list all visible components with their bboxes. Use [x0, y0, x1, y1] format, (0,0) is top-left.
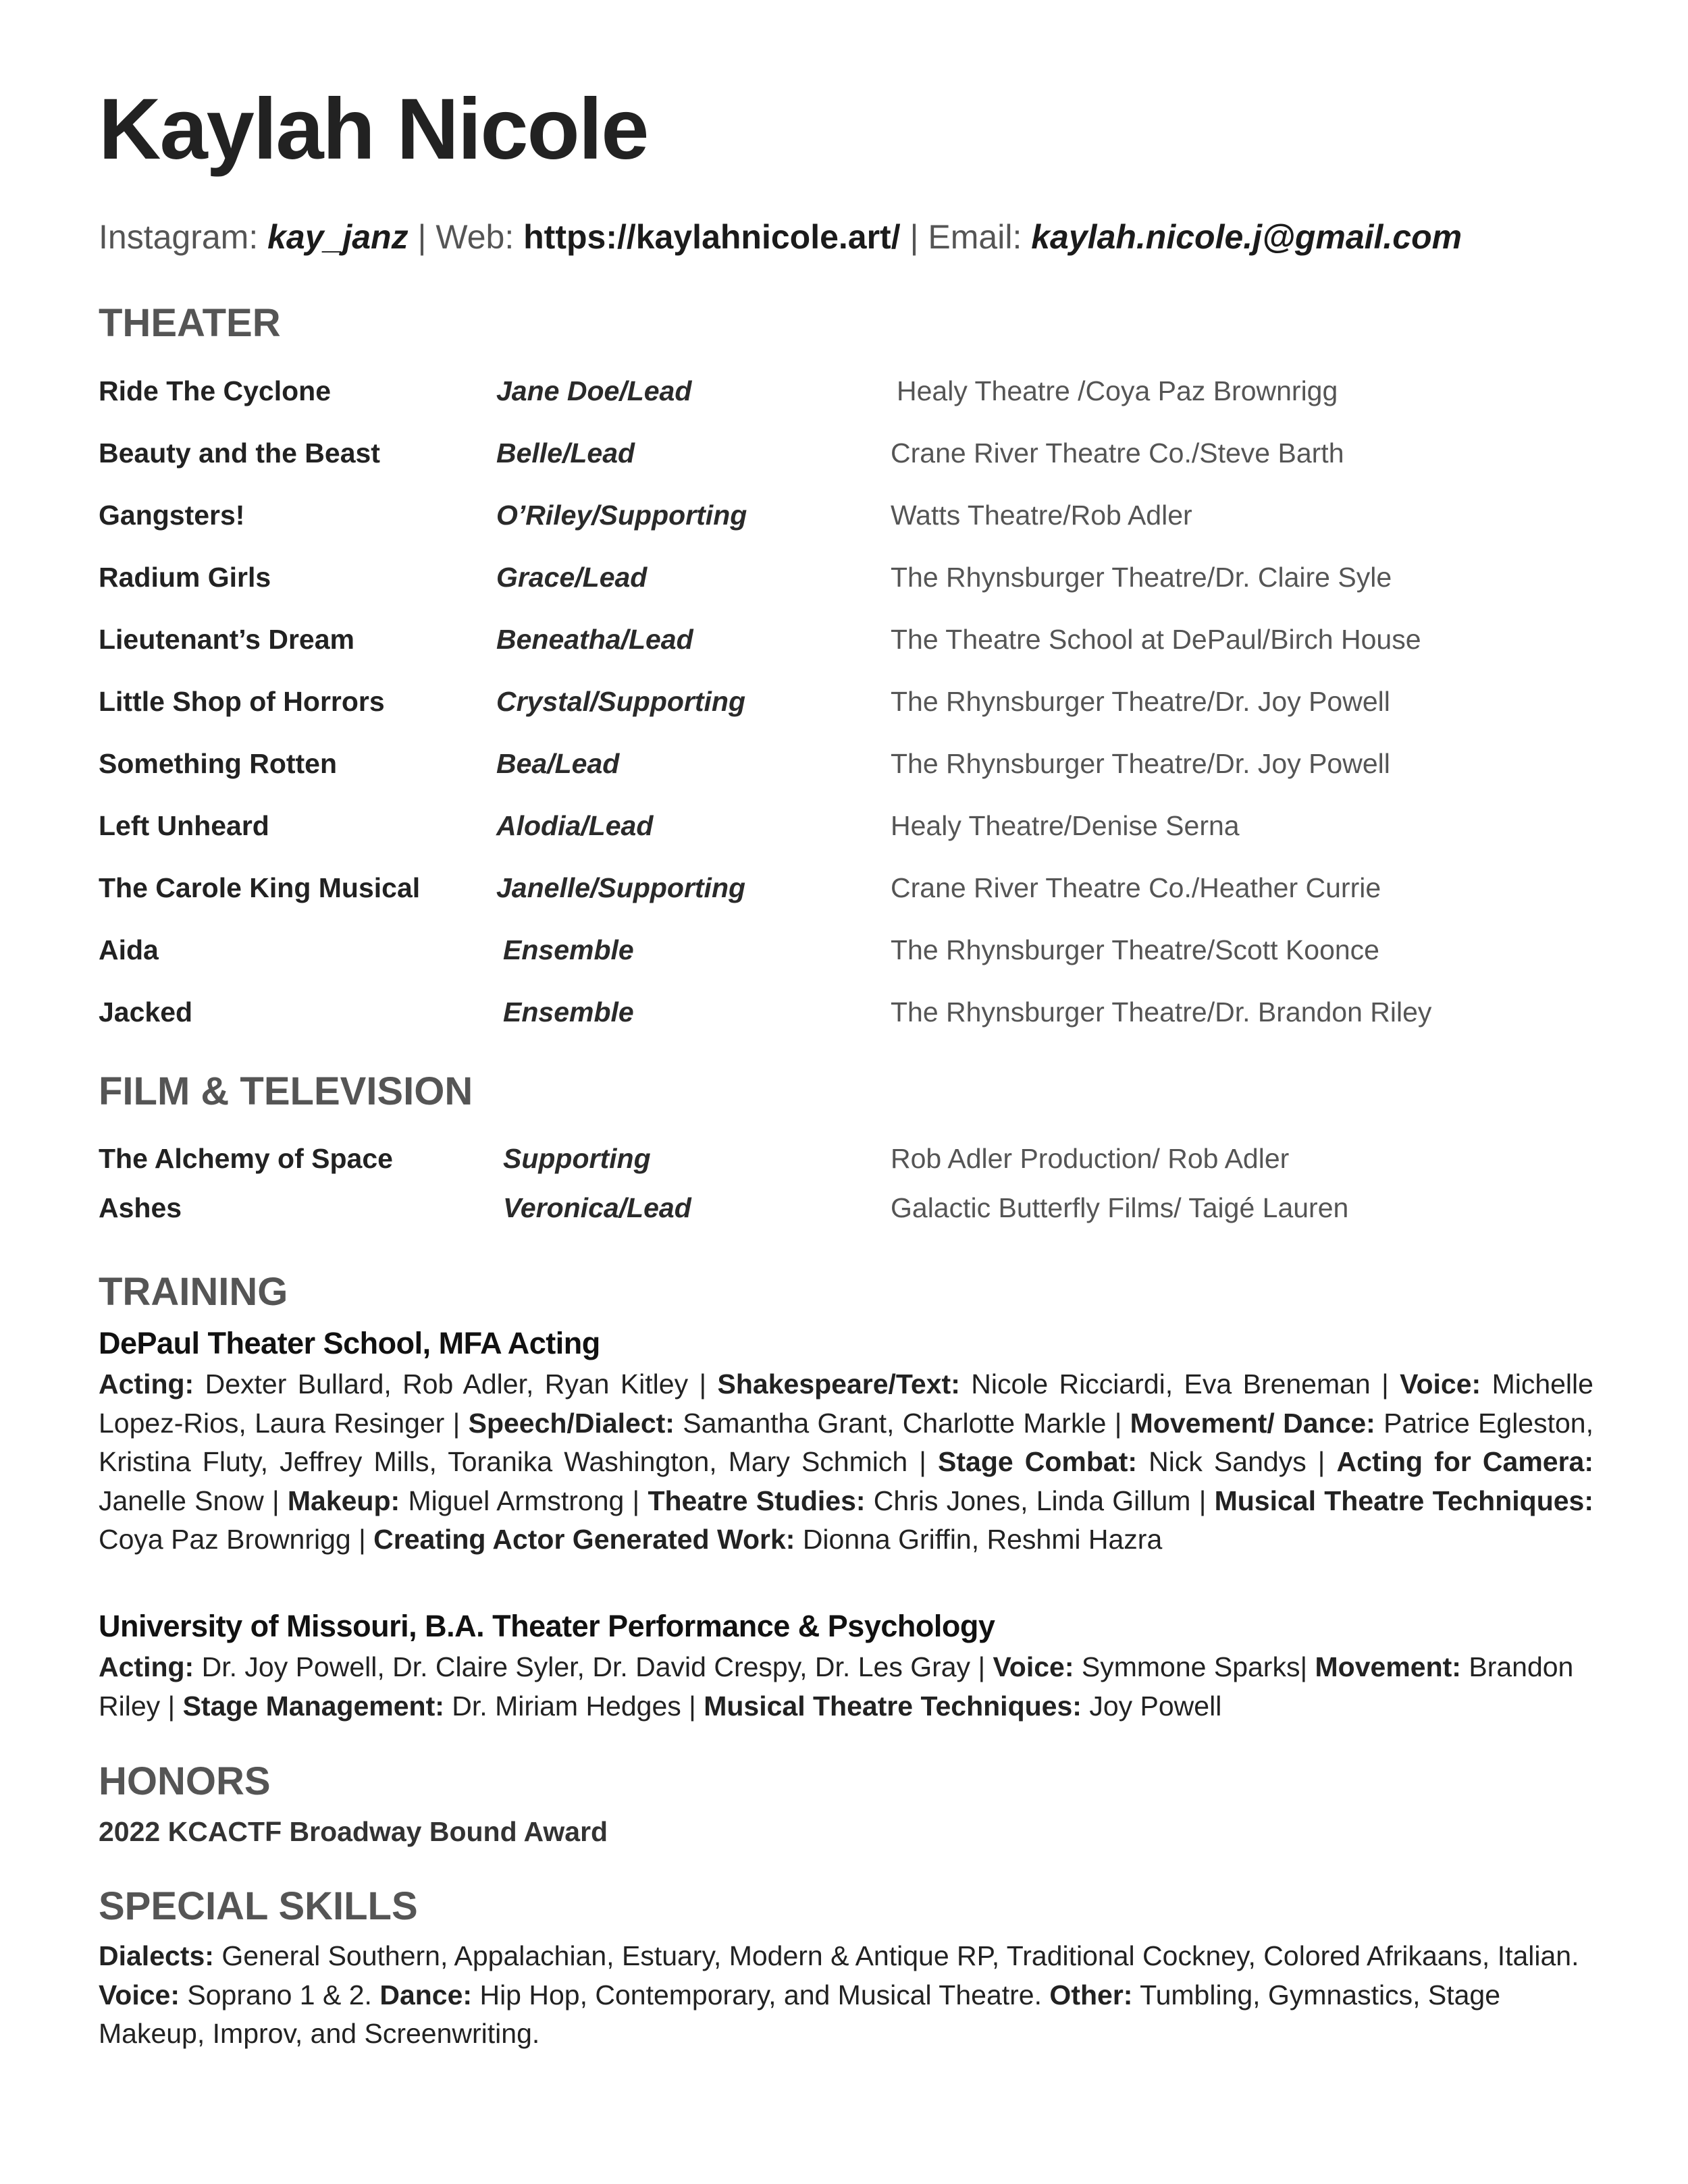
venue-director: The Rhynsburger Theatre/Dr. Claire Syle: [891, 562, 1392, 593]
skill-label: Other:: [1049, 1979, 1133, 2010]
role: Belle/Lead: [496, 437, 635, 469]
training-school-title: DePaul Theater School, MFA Acting: [99, 1326, 600, 1360]
training-instructors: Janelle Snow: [99, 1485, 264, 1516]
training-instructors: Brandon Riley: [99, 1651, 1574, 1722]
venue-director: Galactic Butterfly Films/ Taigé Lauren: [891, 1192, 1349, 1223]
role: Alodia/Lead: [496, 810, 654, 841]
venue-director: Crane River Theatre Co./Heather Currie: [891, 872, 1381, 903]
role: Janelle/Supporting: [496, 872, 746, 903]
training-label: Voice:: [993, 1651, 1074, 1682]
instagram-handle[interactable]: kay_janz: [267, 218, 408, 256]
role: Veronica/Lead: [503, 1192, 691, 1223]
separator: |: [417, 218, 427, 256]
training-label: Stage Management:: [182, 1690, 444, 1722]
skill-value: Soprano 1 & 2.: [187, 1979, 372, 2010]
training-instructors: Dr. Joy Powell, Dr. Claire Syler, Dr. David Crespy, Dr. Les Gray: [201, 1651, 971, 1682]
show-title: Radium Girls: [99, 562, 271, 593]
resume-name: Kaylah Nicole: [99, 81, 648, 178]
venue-director: The Theatre School at DePaul/Birch House: [891, 624, 1421, 655]
show-title: The Alchemy of Space: [99, 1143, 393, 1174]
show-title: Beauty and the Beast: [99, 437, 380, 469]
film-heading: FILM & TELEVISION: [99, 1069, 473, 1113]
venue-director: The Rhynsburger Theatre/Dr. Joy Powell: [891, 748, 1390, 779]
website-link[interactable]: https://kaylahnicole.art/: [523, 218, 901, 256]
training-label: Makeup:: [287, 1485, 400, 1516]
training-label: Acting:: [99, 1651, 194, 1682]
honors-heading: HONORS: [99, 1759, 271, 1803]
role: Ensemble: [503, 996, 634, 1028]
show-title: The Carole King Musical: [99, 872, 421, 903]
training-instructors: Miguel Armstrong: [408, 1485, 625, 1516]
show-title: Jacked: [99, 996, 193, 1028]
venue-director: The Rhynsburger Theatre/Scott Koonce: [891, 934, 1379, 965]
training-label: Theatre Studies:: [648, 1485, 866, 1516]
role: Supporting: [503, 1143, 651, 1174]
training-instructors: Chris Jones, Linda Gillum: [873, 1485, 1191, 1516]
training-label: Acting for Camera:: [1336, 1446, 1594, 1477]
training-label: Movement/ Dance:: [1130, 1407, 1375, 1439]
training-label: Acting:: [99, 1368, 194, 1400]
venue-director: Healy Theatre/Denise Serna: [891, 810, 1240, 841]
show-title: Gangsters!: [99, 500, 245, 531]
show-title: Ashes: [99, 1192, 182, 1223]
training-label: Shakespeare/Text:: [717, 1368, 960, 1400]
email-label: Email:: [928, 218, 1022, 256]
show-title: Lieutenant’s Dream: [99, 624, 354, 655]
training-school-title: University of Missouri, B.A. Theater Performance & Psychology: [99, 1609, 995, 1643]
role: Ensemble: [503, 934, 634, 965]
venue-director: Watts Theatre/Rob Adler: [891, 500, 1192, 531]
show-title: Something Rotten: [99, 748, 338, 779]
web-label: Web:: [436, 218, 515, 256]
training-instructors: Patrice Egleston, Kristina Fluty, Jeffrey Mills, Toranika Washington, Mary Schmich: [99, 1407, 1593, 1477]
show-title: Little Shop of Horrors: [99, 686, 385, 717]
role: Jane Doe/Lead: [496, 375, 692, 406]
skill-value: Hip Hop, Contemporary, and Musical Theatre.: [479, 1979, 1043, 2010]
role: Grace/Lead: [496, 562, 648, 593]
separator: |: [909, 218, 919, 256]
training-instructors: Coya Paz Brownrigg: [99, 1524, 351, 1555]
training-instructors: Michelle Lopez-Rios, Laura Resinger: [99, 1368, 1593, 1439]
show-title: Ride The Cyclone: [99, 375, 332, 406]
training-instructors: Dexter Bullard, Rob Adler, Ryan Kitley: [205, 1368, 689, 1400]
training-instructors: Symmone Sparks: [1081, 1651, 1300, 1682]
depaul-training-details: Acting: Dexter Bullard, Rob Adler, Ryan Kitley | Shakespeare/Text: Nicole Ricciardi, Eva Breneman | Voice: Michelle Lopez-Rios, Laura Resinger | Speech/Dialect: Samantha Grant, Charlotte Markle | Movement/ Dance: Patrice Egleston, Kristina Fluty, Jeffrey Mills, Toranika Washington, Mary Schmich | Stage Combat: Nick Sandys | Acting for Camera: Janelle Snow | Makeup: Miguel Armstrong | Theatre Studies: Chris Jones, Linda Gillum | Musical Theatre Techniques: Coya Paz Brownrigg | Creating Actor Generated Work: Dionna Griffin, Reshmi Hazra: [99, 1368, 1594, 1555]
skills-details: [99, 1937, 1593, 2054]
skill-label: Voice:: [99, 1979, 180, 2010]
training-label: Voice:: [1400, 1368, 1481, 1400]
email-link[interactable]: kaylah.nicole.j@gmail.com: [1031, 218, 1462, 256]
training-label: Movement:: [1315, 1651, 1461, 1682]
role: Beneatha/Lead: [496, 624, 693, 655]
venue-director: Healy Theatre /Coya Paz Brownrigg: [897, 375, 1338, 406]
role: O’Riley/Supporting: [496, 500, 747, 531]
training-instructors: Nick Sandys: [1149, 1446, 1307, 1477]
training-label: Stage Combat:: [938, 1446, 1138, 1477]
role: Crystal/Supporting: [496, 686, 746, 717]
training-label: Musical Theatre Techniques:: [1214, 1485, 1594, 1516]
skill-value: Tumbling, Gymnastics, Stage Makeup, Improv, and Screenwriting.: [99, 1979, 1501, 2049]
venue-director: The Rhynsburger Theatre/Dr. Joy Powell: [891, 686, 1390, 717]
instagram-label: Instagram:: [99, 218, 259, 256]
missouri-training-details: Acting: Dr. Joy Powell, Dr. Claire Syler, Dr. David Crespy, Dr. Les Gray | Voice: Symmone Sparks| Movement: Brandon Riley | Stage Management: Dr. Miriam Hedges | Musical Theatre Techniques: Joy Powell: [99, 1651, 1574, 1722]
venue-director: Rob Adler Production/ Rob Adler: [891, 1143, 1290, 1174]
training-label: Creating Actor Generated Work:: [373, 1524, 795, 1555]
show-title: Aida: [99, 934, 159, 965]
skill-value: General Southern, Appalachian, Estuary, Modern & Antique RP, Traditional Cockney, Colored Afrikaans, Italian.: [221, 1940, 1579, 1971]
role: Bea/Lead: [496, 748, 620, 779]
theater-heading: THEATER: [99, 301, 281, 345]
skill-label: Dance:: [379, 1979, 473, 2010]
honor-item: 2022 KCACTF Broadway Bound Award: [99, 1816, 608, 1847]
training-instructors: Dr. Miriam Hedges: [452, 1690, 681, 1722]
training-instructors: Joy Powell: [1089, 1690, 1222, 1722]
contact-line: [99, 217, 1462, 257]
venue-director: Crane River Theatre Co./Steve Barth: [891, 437, 1344, 469]
show-title: Left Unheard: [99, 810, 269, 841]
training-label: Musical Theatre Techniques:: [704, 1690, 1082, 1722]
training-label: Speech/Dialect:: [468, 1407, 675, 1439]
training-instructors: Dionna Griffin, Reshmi Hazra: [802, 1524, 1163, 1555]
training-heading: TRAINING: [99, 1270, 288, 1314]
training-instructors: Samantha Grant, Charlotte Markle: [683, 1407, 1107, 1439]
skills-heading: SPECIAL SKILLS: [99, 1884, 418, 1928]
venue-director: The Rhynsburger Theatre/Dr. Brandon Riley: [891, 996, 1432, 1028]
skill-label: Dialects:: [99, 1940, 214, 1971]
training-instructors: Nicole Ricciardi, Eva Breneman: [971, 1368, 1371, 1400]
